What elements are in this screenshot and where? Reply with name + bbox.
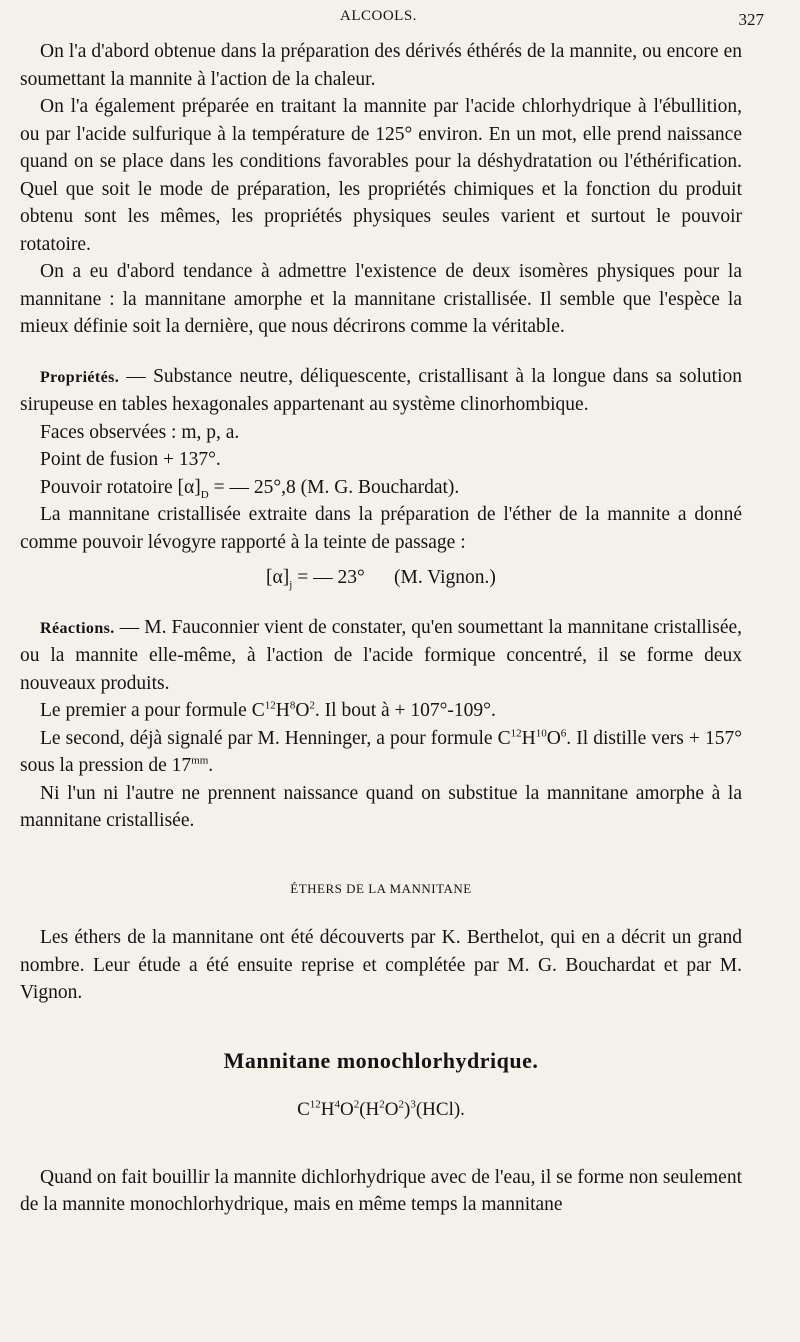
reactions-paragraph	[20, 614, 742, 698]
rotatoire-line	[20, 474, 742, 502]
rotatoire-sub: D	[200, 488, 209, 501]
cristallisee-paragraph: La mannitane cristallisée extraite dans la préparation de l'éther de la mannite a donné comme pouvoir lévogyre rapporté à la teinte de passage :	[20, 504, 742, 553]
formula-left: [α]	[266, 567, 290, 588]
second-line: Le second, déjà signalé par M. Henninger, a pour formule $C^{12}H^{10}O^6$. Il distille vers + 157° sous la pression de $17^{mm}$.	[20, 727, 743, 776]
rotatoire-value: = — 25°,8 (M. G. Bouchardat).	[208, 476, 460, 498]
premier-line: Le premier a pour formule $C^{12}H^8O^2$. Il bout à + 107°-109°.	[40, 699, 496, 721]
formula-sub: j	[289, 578, 293, 591]
formula-author: (M. Vignon.)	[394, 567, 496, 588]
rotatoire-label: Pouvoir rotatoire [α]	[40, 476, 201, 498]
ethers-title: ÉTHERS DE LA MANNITANE	[290, 880, 472, 896]
ni-paragraph: Ni l'un ni l'autre ne prennent naissance quand on substitue la mannitane amorphe à la mannitane cristallisée.	[20, 782, 742, 831]
intro-paragraph-1: On l'a d'abord obtenue dans la préparation des dérivés éthérés de la mannite, ou encore en soumettant la mannite à l'action de la chaleur.	[20, 41, 742, 90]
reactions-text: — M. Fauconnier vient de constater, qu'en soumettant la mannitane cristallisée, ou la mannite elle-même, à l'action de l'acide formique concentré, il se forme deux nouveaux produits.	[20, 616, 742, 694]
intro-paragraph-2: On l'a également préparée en traitant la mannite par l'acide chlorhydrique à l'ébullition, ou par l'acide sulfurique à la température de 125° environ. En un mot, elle prend naissance quand on se place dans les conditions favorables pour la déshydratation ou l'éthérification. Quel que soit le mode de préparation, les propriétés chimiques et la fonction du produit obtenu sont les mêmes, les propriétés physiques seules varient et surtout le pouvoir rotatoire.	[20, 96, 742, 255]
fusion-line: Point de fusion + 137°.	[40, 449, 221, 470]
page-number: 327	[738, 10, 764, 29]
proprietes-text: — Substance neutre, déliquescente, cristallisant à la longue dans sa solution sirupeuse en tables hexagonales appartenant au système clinorhombique.	[20, 365, 742, 415]
mono-heading: Mannitane monochlorhydrique.	[223, 1047, 539, 1073]
intro-paragraph-3: On a eu d'abord tendance à admettre l'existence de deux isomères physiques pour la mannitane : la mannitane amorphe et la mannitane cristallisée. Il semble que l'espèce la mieux définie soit la dernière, que nous décrirons comme la véritable.	[20, 261, 742, 337]
rotatoire-formula	[20, 564, 742, 592]
body-text	[20, 38, 742, 1219]
running-head	[0, 8, 800, 32]
reactions-label: Réactions.	[40, 619, 115, 637]
formula-right: = — 23°	[292, 567, 365, 588]
running-title: ALCOOLS.	[340, 8, 417, 24]
mono-paragraph: Quand on fait bouillir la mannite dichlorhydrique avec de l'eau, il se forme non seulement de la mannite monochlorhydrique, mais en même temps la mannitane	[20, 1166, 742, 1215]
proprietes-label: Propriétés.	[40, 368, 120, 386]
faces-line: Faces observées : m, p, a.	[40, 421, 240, 443]
proprietes-paragraph	[20, 363, 742, 419]
mono-formula: $C^{12}H^4O^2(H^2O^2)^3(HCl)$.	[297, 1098, 465, 1120]
ethers-paragraph: Les éthers de la mannitane ont été découverts par K. Berthelot, qui en a décrit un grand nombre. Leur étude a été ensuite reprise et complétée par M. G. Bouchardat et par M. Vignon.	[20, 927, 742, 1003]
